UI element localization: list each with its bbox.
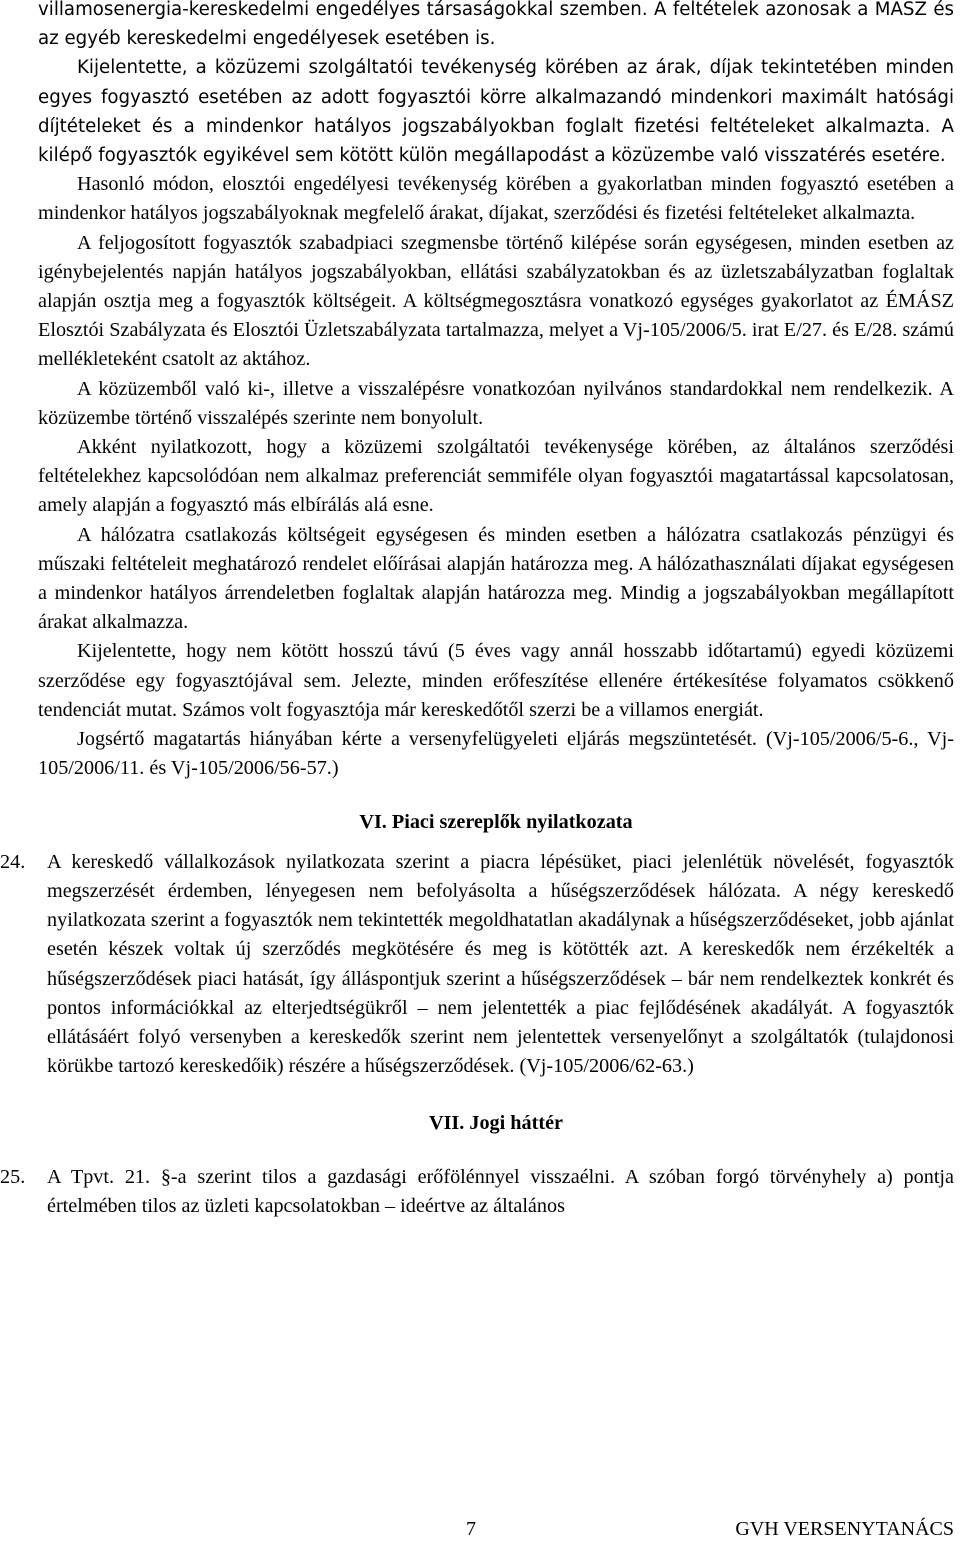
paragraph-kijelentette: Kijelentette, a közüzemi szolgáltatói tevékenység körében az árak, díjak tekintetében minden egyes fogyasztó esetében az adott fogyasztói körre alkalmazandó mindenkori maximált hatósági díjtételeket és a mindenkor hatályos jogszabályokban foglalt fizetési feltételeket alkalmazta. A kilépő fogyasztók egyikével sem kötött külön megállapodást a közüzembe való visszatérés esetére. (38, 57, 954, 167)
item-text: A kereskedő vállalkozások nyilatkozata szerint a piacra lépésüket, piaci jelenlétük növelését, fogyasztók megszerzését érdemben, lényegesen nem befolyásolta a hűségszerződések hálózata. A négy kereskedő nyilatkozata szerint a fogyasztók nem tekintették megoldhatatlan akadálynak a hűségszerződéseket, jobb ajánlat esetén készek voltak új szerződés megkötésére és meg is kötötték azt. A kereskedők nem érzékelték a hűségszerződések piaci hatását, így álláspontjuk szerint a hűségszerződések – bár nem rendelkeztek konkrét és pontos információkkal az elterjedtségükről – nem jelentették a piac fejlődésének akadályát. A fogyasztók ellátásáért folyó versenyben a kereskedők szerint nem jelentettek versenyelőnyt a szolgáltatók (tulajdonosi körükbe tartozó kereskedőik) részére a hűségszerződések. (Vj-105/2006/62-63.) (47, 850, 954, 1078)
section-heading-vi: VI. Piaci szereplők nyilatkozata (359, 811, 633, 834)
paragraph-akkent: Akként nyilatkozott, hogy a közüzemi szolgáltatói tevékenysége körében, az általános szerződési feltételekhez kapcsolódóan nem alkalmaz preferenciát semmiféle olyan fogyasztói magatartással kapcsolatosan, amely alapján a fogyasztó más elbírálás alá esne. (38, 436, 954, 517)
paragraph-halozatra: A hálózatra csatlakozás költségeit egységesen és minden esetben a hálózatra csatlakozás pénzügyi és műszaki feltételeit meghatározó rendelet előírásai alapján határozza meg. A hálózathasználati díjakat egységesen a mindenkor hatályos árrendeletben foglaltak alapján határozza meg. Mindig a jogszabályokban megállapított árakat alkalmazza. (38, 523, 954, 634)
item-text: A Tpvt. 21. §-a szerint tilos a gazdasági erőfölénnyel visszaélni. A szóban forgó törvényhely a) pontja értelmében tilos az üzleti kapcsolatokban – ideértve az általános (47, 1165, 954, 1217)
item-number: 25. (0, 1165, 26, 1188)
numbered-item-25 (0, 1163, 954, 1221)
paragraph-kozuzembol: A közüzemből való ki-, illetve a visszalépésre vonatkozóan nyilvános standardokkal nem rendelkezik. A közüzembe történő visszalépés szerinte nem bonyolult. (38, 377, 954, 429)
paragraph-hasonlo: Hasonló módon, elosztói engedélyesi tevékenység körében a gyakorlatban minden fogyasztó esetében a mindenkor hatályos jogszabályoknak megfelelő árakat, díjakat, szerződési és fizetési feltételeket alkalmazta. (38, 173, 954, 225)
paragraph-intro: villamosenergia-kereskedelmi engedélyes társaságokkal szemben. A feltételek azonosak a MÁSZ és az egyéb kereskedelmi engedélyesek esetében is. (38, 0, 954, 50)
paragraph-hosszu-tavu: Kijelentette, hogy nem kötött hosszú távú (5 éves vagy annál hosszabb időtartamú) egyedi közüzemi szerződése egy fogyasztójával sem. Jelezte, minden erőfeszítése ellenére értékesítése folyamatos csökkenő tendenciát mutat. Számos volt fogyasztója már kereskedőtől szerzi be a villamos energiát. (38, 640, 954, 721)
footer-organization: GVH VERSENYTANÁCS (735, 1518, 954, 1540)
numbered-item-24 (0, 848, 954, 1082)
paragraph-jogserto: Jogsértő magatartás hiányában kérte a versenyfelügyeleti eljárás megszüntetését. (Vj-105/2006/5-6., Vj-105/2006/11. és Vj-105/2006/56-57.) (38, 728, 954, 780)
page-number: 7 (466, 1518, 476, 1540)
item-number: 24. (0, 850, 26, 873)
paragraph-feljogositott: A feljogosított fogyasztók szabadpiaci szegmensbe történő kilépése során egységesen, minden esetben az igénybejelentés napján hatályos jogszabályokban, ellátási szabályzatokban és az üzletszabályzatban foglaltak alapján osztja meg a fogyasztók költségeit. A költségmegosztásra vonatkozó egységes gyakorlatot az ÉMÁSZ Elosztói Szabályzata és Elosztói Üzletszabályzata tartalmazza, melyet a Vj-105/2006/5. irat E/27. és E/28. számú mellékleteként csatolt az aktához. (38, 231, 954, 371)
section-heading-vii: VII. Jogi háttér (428, 1112, 563, 1135)
